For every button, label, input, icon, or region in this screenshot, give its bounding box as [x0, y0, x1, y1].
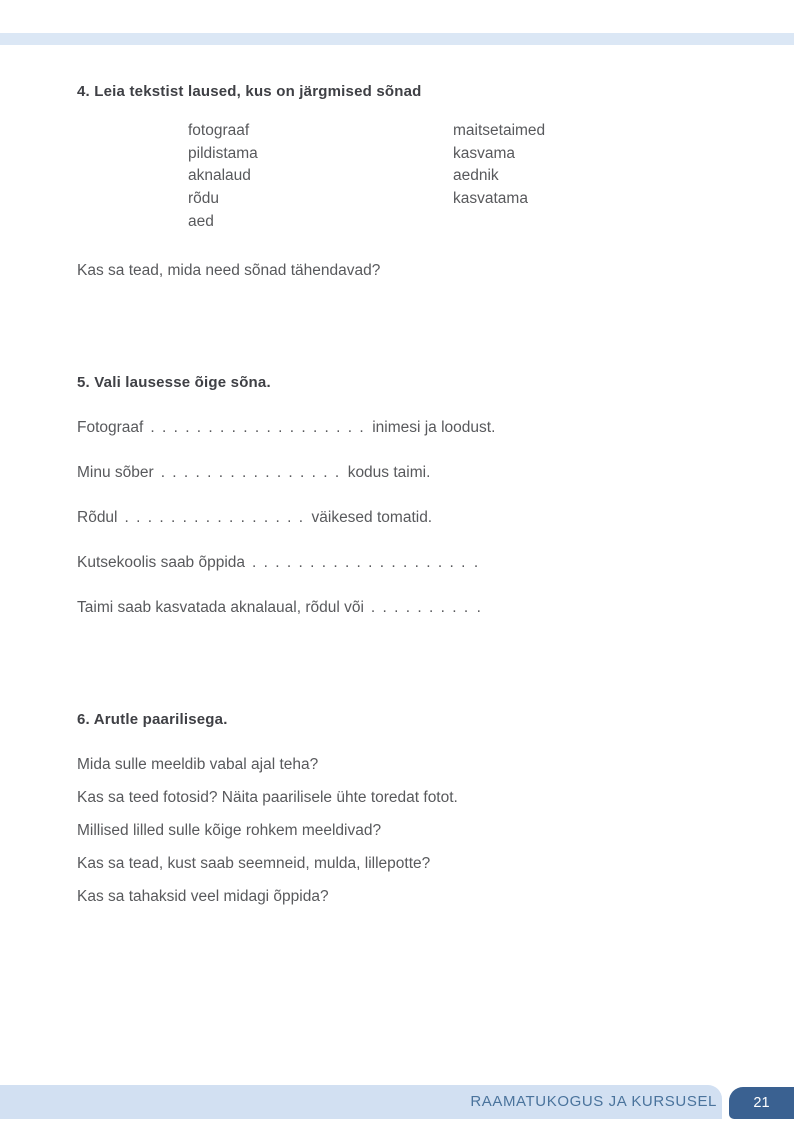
footer-bar — [0, 1085, 722, 1119]
fill-in-blank-sentence — [77, 598, 717, 618]
sentence-after-blank: . — [476, 599, 481, 616]
top-accent-bar — [0, 33, 794, 45]
discussion-question: Kas sa teed fotosid? Näita paarilisele ühte toredat fotot. — [77, 789, 458, 806]
discussion-question: Kas sa tead, kust saab seemneid, mulda, lillepotte? — [77, 855, 431, 872]
word-item: pildistama — [188, 144, 258, 162]
word-item: aknalaud — [188, 167, 251, 185]
exercise-6-title: 6. Arutle paarilisega. — [77, 711, 228, 728]
sentence-before-blank: Minu sõber — [77, 464, 154, 481]
discussion-question: Kas sa tahaksid veel midagi õppida? — [77, 888, 329, 905]
discussion-question: Mida sulle meeldib vabal ajal teha? — [77, 756, 319, 773]
fill-in-blank-sentence — [77, 463, 717, 483]
sentence-before-blank: Rõdul — [77, 509, 118, 526]
blank-dotted-line: . . . . . . . . . . . . . . . . . . . — [150, 419, 366, 436]
sentence-after-blank: . — [473, 554, 479, 571]
fill-in-blank-sentence — [77, 508, 717, 528]
exercise-4-word-list-column-1 — [188, 120, 258, 234]
blank-dotted-line: . . . . . . . . . . . . . . . . — [124, 509, 305, 526]
sentence-before-blank: Kutsekoolis saab õppida — [77, 554, 246, 571]
discussion-question: Millised lilled sulle kõige rohkem meeldivad? — [77, 822, 382, 839]
exercise-4-word-list-column-2 — [453, 120, 545, 211]
sentence-after-blank: inimesi ja loodust. — [372, 419, 496, 436]
blank-dotted-line: . . . . . . . . . . . . . . . . . . . — [252, 554, 467, 571]
fill-in-blank-sentence — [77, 418, 717, 438]
word-item: aed — [188, 212, 214, 230]
word-item: rõdu — [188, 190, 220, 208]
exercise-5-title: 5. Vali lausesse õige sõna. — [77, 374, 271, 391]
footer-section-label: RAAMATUKOGUS JA KURSUSEL — [470, 1093, 717, 1110]
fill-in-blank-sentence — [77, 553, 717, 573]
sentence-before-blank: Taimi saab kasvatada aknalaual, rõdul või — [77, 599, 364, 616]
page-number-badge — [729, 1087, 794, 1119]
word-item: fotograaf — [188, 122, 250, 139]
word-item: aednik — [453, 167, 499, 185]
word-item: maitsetaimed — [453, 122, 546, 139]
blank-dotted-line: . . . . . . . . . — [370, 599, 470, 616]
sentence-after-blank: väikesed tomatid. — [311, 509, 433, 526]
blank-dotted-line: . . . . . . . . . . . . . . . . — [160, 464, 341, 481]
word-item: kasvama — [453, 144, 516, 162]
exercise-4-title: 4. Leia tekstist laused, kus on järgmised sõnad — [77, 83, 422, 100]
exercise-4-question: Kas sa tead, mida need sõnad tähendavad? — [77, 262, 381, 279]
exercise-6-question-list — [77, 755, 717, 920]
exercise-5-sentence-list — [77, 418, 717, 643]
page-number: 21 — [753, 1095, 770, 1111]
sentence-before-blank: Fotograaf — [77, 419, 144, 436]
word-item: kasvatama — [453, 190, 528, 208]
sentence-after-blank: kodus taimi. — [347, 464, 431, 481]
